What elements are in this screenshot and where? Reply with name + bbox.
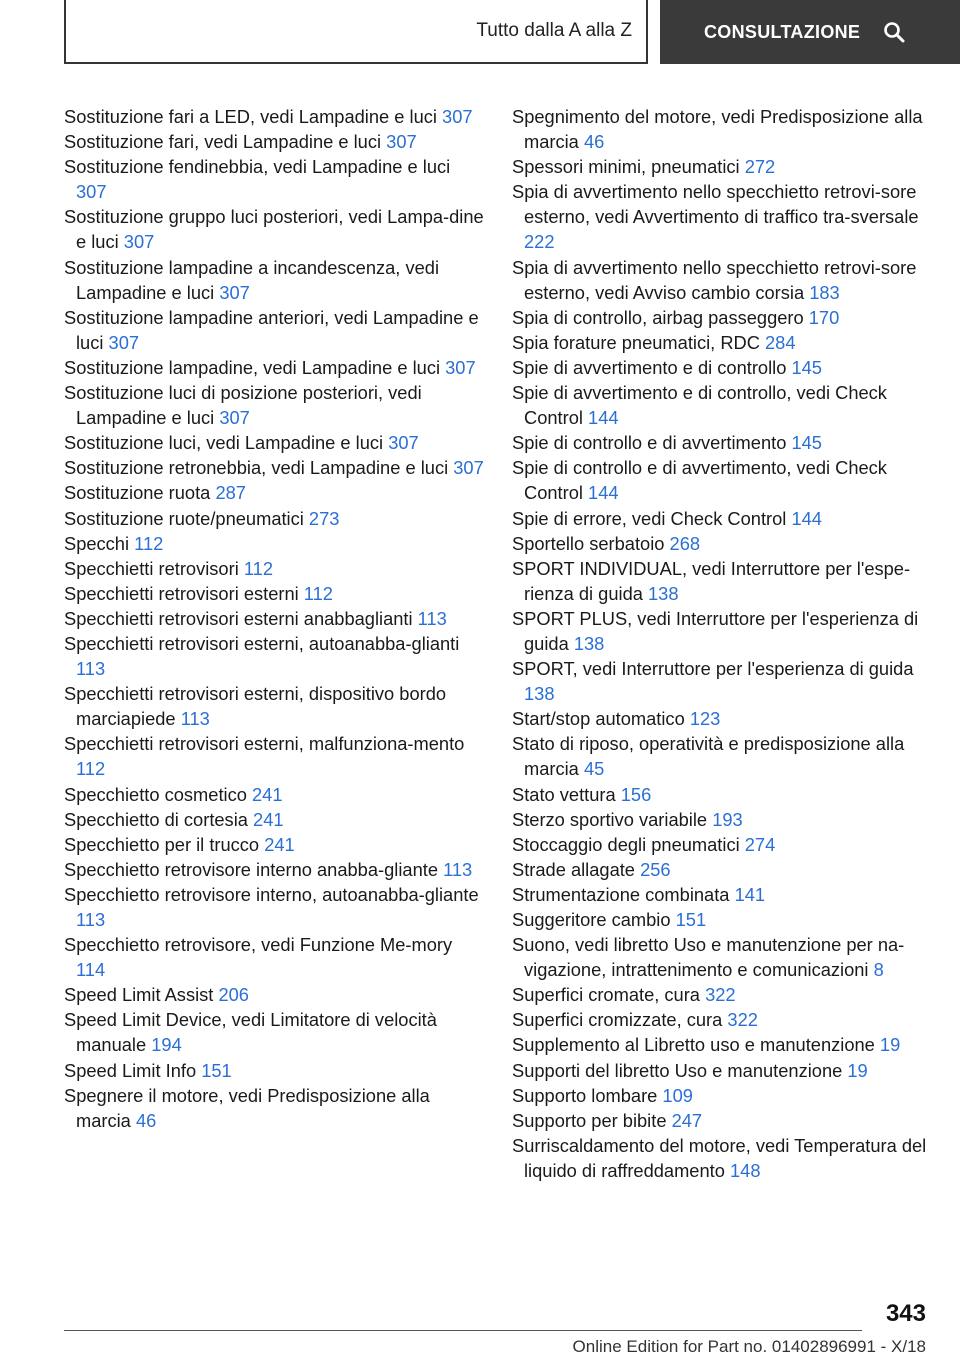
index-entry-page-link[interactable]: 307 (108, 331, 140, 353)
index-entry (512, 430, 932, 455)
index-entry-text: Strade allagate (512, 858, 635, 880)
index-entry-page-link[interactable]: 241 (264, 833, 295, 855)
index-entry-page-link[interactable]: 19 (879, 1034, 901, 1056)
index-entry (512, 932, 932, 982)
index-entry-text: Spia di avvertimento nello specchietto retrovi‐sore esterno, vedi Avvertimento di traffico tra‐sversale (512, 181, 919, 228)
index-entry (512, 982, 932, 1007)
index-entry (64, 104, 484, 129)
index-entry-page-link[interactable]: 156 (620, 783, 652, 805)
footer-edition: Online Edition for Part no. 01402896991 - X/18 (572, 1337, 926, 1356)
index-entry (64, 857, 484, 882)
section-header (64, 0, 648, 64)
index-entry-page-link[interactable]: 151 (201, 1059, 232, 1081)
index-entry (64, 731, 484, 781)
index-entry-page-link[interactable]: 247 (671, 1109, 703, 1131)
index-entry-text: Sostituzione ruote/pneumatici (64, 507, 304, 529)
index-entry-text: Sostituzione lampadine a incandescenza, vedi Lampadine e luci (64, 256, 440, 303)
index-entry (512, 1083, 932, 1108)
index-entry-text: SPORT, vedi Interruttore per l'esperienza di guida (512, 658, 914, 680)
index-entry-text: SPORT PLUS, vedi Interruttore per l'esperienza di guida (512, 607, 919, 654)
index-entry-page-link[interactable]: 170 (808, 306, 840, 328)
index-entry-text: Superfici cromizzate, cura (512, 1009, 723, 1031)
index-entry (512, 104, 932, 154)
index-entry-text: Spia di controllo, airbag passeggero (512, 306, 804, 328)
index-entry (512, 907, 932, 932)
index-entry-text: Sportello serbatoio (512, 532, 665, 554)
index-entry-text: Sostituzione lampadine anteriori, vedi Lampadine e luci (64, 306, 479, 353)
index-entry (64, 480, 484, 505)
index-entry-text: Specchietto retrovisore, vedi Funzione Me‐mory (64, 934, 453, 956)
index-entry-page-link[interactable]: 113 (180, 708, 210, 730)
index-entry-text: Supporti del libretto Uso e manutenzione (512, 1059, 843, 1081)
index-entry-text: Speed Limit Info (64, 1059, 197, 1081)
index-entry-text: Sostituzione retronebbia, vedi Lampadine e luci (64, 457, 449, 479)
index-entry-page-link[interactable]: 144 (588, 482, 619, 504)
index-entry-text: Spia forature pneumatici, RDC (512, 331, 760, 353)
index-entry-page-link[interactable]: 45 (583, 758, 605, 780)
index-entry-page-link[interactable]: 8 (873, 959, 884, 981)
index-entry-text: Sostituzione fari a LED, vedi Lampadine e luci (64, 106, 437, 127)
index-entry-page-link[interactable]: 114 (76, 959, 106, 981)
index-entry-text: Specchietti retrovisori esterni, dispositivo bordo marciapiede (64, 683, 447, 730)
index-entry-text: Spie di errore, vedi Check Control (512, 507, 787, 529)
section-title: Tutto dalla A alla Z (476, 20, 632, 41)
index-entry (512, 330, 932, 355)
index-entry-page-link[interactable]: 307 (453, 457, 484, 479)
index-entry-text: Stato di riposo, operatività e predisposizione alla marcia (512, 733, 905, 780)
index-entry (64, 882, 484, 932)
index-entry-text: Spessori minimi, pneumatici (512, 156, 740, 178)
index-entry-page-link[interactable]: 148 (729, 1159, 761, 1181)
index-entry-text: Spia di avvertimento nello specchietto retrovi‐sore esterno, vedi Avviso cambio corsia (512, 256, 917, 303)
index-entry-page-link[interactable]: 287 (215, 482, 246, 504)
index-entry-page-link[interactable]: 145 (791, 356, 822, 378)
index-entry-page-link[interactable]: 241 (253, 808, 284, 830)
index-entry-page-link[interactable]: 113 (76, 909, 106, 930)
index-entry (512, 656, 932, 706)
index-entry (64, 531, 484, 556)
index-entry (64, 932, 484, 982)
index-entry-page-link[interactable]: 19 (847, 1059, 868, 1081)
index-entry-page-link[interactable]: 112 (303, 582, 333, 604)
index-entry (64, 681, 484, 731)
index-column-left (64, 104, 484, 1133)
index-entry (512, 556, 932, 606)
index-entry-page-link[interactable]: 194 (151, 1034, 182, 1056)
index-entry (512, 1058, 932, 1083)
index-entry (512, 731, 932, 781)
index-entry (512, 380, 932, 430)
index-entry (64, 430, 484, 455)
index-entry-text: Supporto lombare (512, 1084, 658, 1106)
index-entry-text: Sostituzione ruota (64, 482, 211, 504)
index-entry-text: Supporto per bibite (512, 1109, 667, 1131)
index-entry-text: Spie di avvertimento e di controllo (512, 356, 787, 378)
index-entry (512, 857, 932, 882)
index-entry-page-link[interactable]: 141 (734, 883, 766, 905)
index-entry (512, 706, 932, 731)
index-entry-page-link[interactable]: 144 (791, 507, 822, 529)
index-entry (512, 531, 932, 556)
index-entry-text: Specchietto retrovisore interno, autoanabba‐gliante (64, 883, 479, 905)
index-entry-page-link[interactable]: 307 (219, 407, 250, 429)
index-entry (64, 581, 484, 606)
index-entry-text: Supplemento al Libretto uso e manutenzione (512, 1034, 875, 1056)
index-entry-text: Suono, vedi libretto Uso e manutenzione per na‐vigazione, intrattenimento e comunicazioni (512, 934, 905, 981)
index-entry (512, 1032, 932, 1057)
index-entry (64, 1007, 484, 1057)
index-entry-text: Stoccaggio degli pneumatici (512, 833, 740, 855)
index-entry (64, 355, 484, 380)
tab-label: CONSULTAZIONE (704, 21, 861, 42)
index-entry-page-link[interactable]: 138 (524, 683, 555, 705)
index-entry (512, 154, 932, 179)
index-entry-page-link[interactable]: 322 (705, 984, 736, 1006)
index-entry (512, 1108, 932, 1133)
index-entry-page-link[interactable]: 46 (583, 131, 605, 153)
index-entry-text: Spie di avvertimento e di controllo, vedi Check Control (512, 382, 887, 429)
index-entry-page-link[interactable]: 183 (809, 281, 840, 303)
index-entry-page-link[interactable]: 272 (744, 156, 776, 178)
index-entry (64, 506, 484, 531)
consultazione-tab[interactable] (660, 0, 960, 64)
index-entry-page-link[interactable]: 256 (640, 858, 671, 880)
index-entry-page-link[interactable]: 144 (588, 407, 619, 429)
index-entry-page-link[interactable]: 268 (669, 532, 701, 554)
index-entry (512, 606, 932, 656)
index-entry (512, 882, 932, 907)
index-entry-text: Sostituzione luci di posizione posteriori, vedi Lampadine e luci (64, 382, 422, 429)
index-entry-text: Spegnere il motore, vedi Predisposizione alla marcia (64, 1084, 430, 1131)
index-entry-page-link[interactable]: 274 (744, 833, 776, 855)
index-entry-text: Spie di controllo e di avvertimento (512, 432, 787, 454)
index-entry-page-link[interactable]: 273 (308, 507, 340, 529)
index-entry (64, 129, 484, 154)
index-entry-text: Sostituzione fari, vedi Lampadine e luci (64, 131, 382, 153)
index-entry (64, 832, 484, 857)
index-entry (64, 380, 484, 430)
index-entry (64, 556, 484, 581)
index-entry-text: Suggeritore cambio (512, 909, 671, 930)
index-entry-page-link[interactable]: 112 (243, 557, 274, 579)
index-entry-text: Start/stop automatico (512, 708, 685, 730)
index-entry-page-link[interactable]: 241 (252, 783, 283, 805)
index-entry-page-link[interactable]: 284 (765, 331, 796, 353)
index-entry-text: Specchietti retrovisori esterni (64, 582, 299, 604)
index-entry (512, 255, 932, 305)
index-entry-text: Sterzo sportivo variabile (512, 808, 708, 830)
index-entry-page-link[interactable]: 307 (442, 106, 473, 127)
index-entry-text: Specchietto per il trucco (64, 833, 260, 855)
index-entry-page-link[interactable]: 193 (712, 808, 743, 830)
index-entry-page-link[interactable]: 307 (123, 231, 155, 253)
index-entry-text: Speed Limit Assist (64, 984, 214, 1006)
page-number: 343 (885, 1300, 926, 1327)
index-entry (512, 782, 932, 807)
index-entry-page-link[interactable]: 222 (524, 231, 555, 253)
index-entry-page-link[interactable]: 322 (727, 1009, 758, 1031)
index-entry-page-link[interactable]: 145 (791, 432, 822, 454)
index-entry (64, 154, 484, 204)
index-entry-text: Sostituzione gruppo luci posteriori, vedi Lampa‐dine e luci (64, 206, 484, 253)
index-entry (512, 455, 932, 505)
footer-divider (64, 1330, 862, 1331)
index-entry-text: Specchietto di cortesia (64, 808, 248, 830)
index-entry (64, 606, 484, 631)
index-entry (512, 179, 932, 254)
index-entry-text: Specchietti retrovisori esterni, malfunziona‐mento (64, 733, 465, 755)
index-entry (64, 1058, 484, 1083)
index-entry (64, 631, 484, 681)
index-entry-page-link[interactable]: 112 (76, 758, 106, 780)
index-entry (64, 455, 484, 480)
index-entry (512, 506, 932, 531)
index-entry-page-link[interactable]: 206 (218, 984, 249, 1006)
index-entry-page-link[interactable]: 113 (76, 658, 106, 680)
index-entry (512, 1007, 932, 1032)
index-entry-text: Speed Limit Device, vedi Limitatore di velocità manuale (64, 1009, 437, 1056)
index-column-right (512, 104, 932, 1183)
index-entry-text: Surriscaldamento del motore, vedi Temperatura del liquido di raffreddamento (512, 1134, 927, 1181)
index-entry-text: Specchi (64, 532, 130, 554)
index-entry-page-link[interactable]: 109 (662, 1084, 693, 1106)
search-icon[interactable] (882, 20, 906, 44)
index-entry-text: Specchietti retrovisori (64, 557, 239, 579)
index-entry (64, 1083, 484, 1133)
index-entry (64, 807, 484, 832)
index-entry (64, 782, 484, 807)
index-entry-text: Specchietti retrovisori esterni, autoanabba‐glianti (64, 632, 460, 654)
index-entry-page-link[interactable]: 151 (675, 909, 707, 930)
index-entry-page-link[interactable]: 113 (443, 858, 473, 880)
index-entry-page-link[interactable]: 307 (76, 181, 107, 203)
index-entry (64, 255, 484, 305)
index-entry-text: Sostituzione luci, vedi Lampadine e luci (64, 432, 384, 454)
index-entry-page-link[interactable]: 307 (386, 131, 417, 153)
index-entry-page-link[interactable]: 138 (648, 582, 679, 604)
index-entry (512, 355, 932, 380)
index-entry-page-link[interactable]: 113 (417, 607, 447, 629)
index-entry-page-link[interactable]: 123 (689, 708, 721, 730)
index-entry (64, 982, 484, 1007)
index-entry-page-link[interactable]: 138 (573, 632, 605, 654)
index-entry-page-link[interactable]: 307 (388, 432, 419, 454)
index-entry-text: Specchietto cosmetico (64, 783, 247, 805)
index-entry-text: Specchietti retrovisori esterni anabbaglianti (64, 607, 413, 629)
index-entry-page-link[interactable]: 307 (445, 356, 476, 378)
index-entry-page-link[interactable]: 46 (135, 1109, 157, 1131)
index-entry (512, 832, 932, 857)
index-entry-text: Sostituzione fendinebbia, vedi Lampadine e luci (64, 156, 451, 178)
index-entry (512, 807, 932, 832)
index-entry-text: Spegnimento del motore, vedi Predisposizione alla marcia (512, 106, 923, 153)
index-entry (512, 1133, 932, 1183)
index-entry-text: Superfici cromate, cura (512, 984, 700, 1006)
index-entry-page-link[interactable]: 307 (219, 281, 250, 303)
index-entry-text: Spie di controllo e di avvertimento, vedi Check Control (512, 457, 887, 504)
index-entry (512, 305, 932, 330)
index-entry-text: Stato vettura (512, 783, 616, 805)
index-entry (64, 305, 484, 355)
index-entry-text: Specchietto retrovisore interno anabba‐gliante (64, 858, 438, 880)
index-entry-text: Strumentazione combinata (512, 883, 730, 905)
index-entry-text: Sostituzione lampadine, vedi Lampadine e luci (64, 356, 441, 378)
index-entry (64, 204, 484, 254)
index-entry-page-link[interactable]: 112 (134, 532, 164, 554)
index-entry-text: SPORT INDIVIDUAL, vedi Interruttore per l'espe‐rienza di guida (512, 557, 911, 604)
